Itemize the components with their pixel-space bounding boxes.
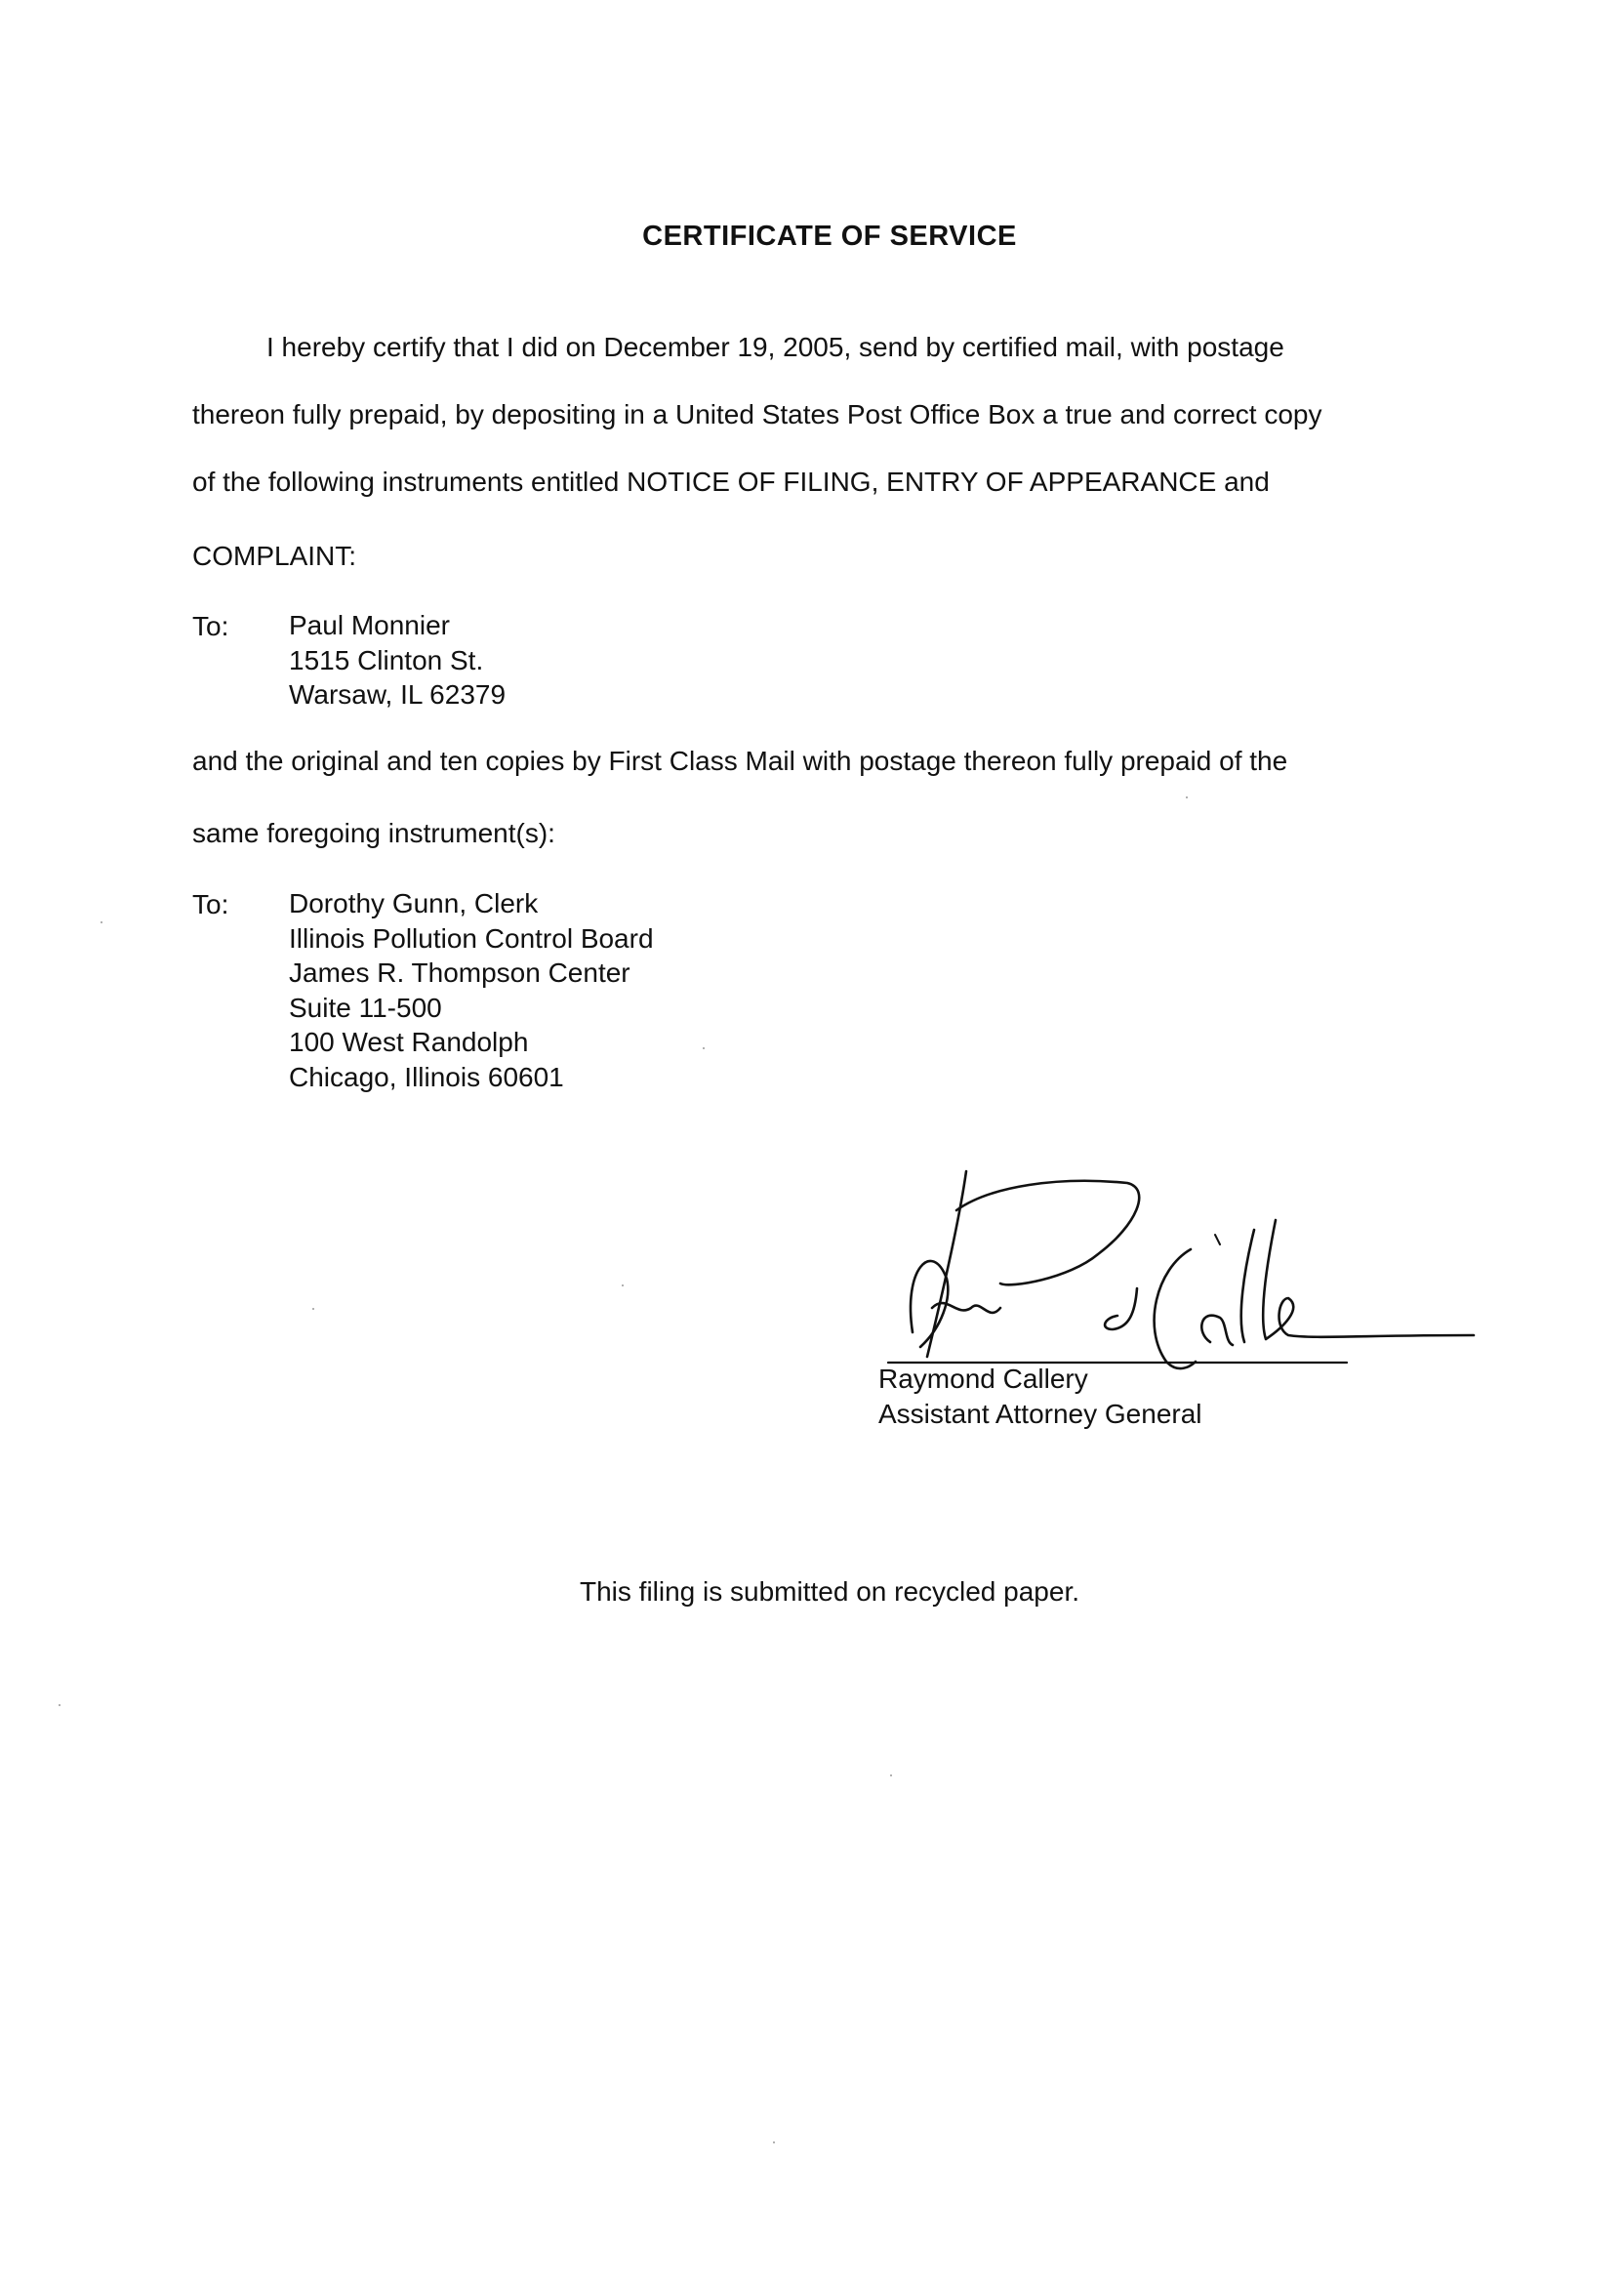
handwritten-signature: [873, 1161, 1498, 1386]
recipient1-address: [289, 608, 506, 713]
scan-speck: [773, 2141, 775, 2143]
recipient1-line: 1515 Clinton St.: [289, 644, 484, 675]
paragraph2-line-1: and the original and ten copies by First Class Mail with postage thereon fully prepaid of the: [192, 746, 1288, 776]
scan-speck: [312, 1308, 314, 1310]
recipient2-label: To:: [192, 889, 229, 919]
recipient2-line: Chicago, Illinois 60601: [289, 1061, 564, 1092]
recipient2-line: Suite 11-500: [289, 992, 442, 1023]
paragraph1-line-2: thereon fully prepaid, by depositing in a United States Post Office Box a true and correct copy: [192, 399, 1322, 429]
paragraph1-line-1: I hereby certify that I did on December 19, 2005, send by certified mail, with postage: [266, 332, 1284, 362]
scan-speck: [890, 1774, 892, 1776]
scan-speck: [1186, 796, 1188, 798]
signer-title: Assistant Attorney General: [878, 1399, 1202, 1429]
recipient2-line: Dorothy Gunn, Clerk: [289, 888, 539, 918]
recipient1-line: Paul Monnier: [289, 610, 450, 640]
recipient2-line: Illinois Pollution Control Board: [289, 922, 654, 954]
paragraph1-line-4: COMPLAINT:: [192, 541, 357, 571]
footer-note: This filing is submitted on recycled paper.: [579, 1576, 1080, 1607]
scan-speck: [101, 921, 102, 923]
recipient2-line: 100 West Randolph: [289, 1027, 529, 1057]
document-title: CERTIFICATE OF SERVICE: [642, 221, 1017, 252]
signer-name: Raymond Callery: [878, 1364, 1088, 1394]
paragraph1-line-3: of the following instruments entitled NOTICE OF FILING, ENTRY OF APPEARANCE and: [192, 467, 1270, 497]
recipient2-line: James R. Thompson Center: [289, 958, 630, 988]
recipient1-label: To:: [192, 611, 229, 641]
scan-speck: [59, 1704, 61, 1706]
paragraph2-line-2: same foregoing instrument(s):: [192, 818, 555, 848]
scan-speck: [703, 1047, 705, 1049]
recipient2-address: [289, 886, 654, 1094]
scan-speck: [622, 1284, 624, 1286]
recipient1-line: Warsaw, IL 62379: [289, 679, 507, 710]
